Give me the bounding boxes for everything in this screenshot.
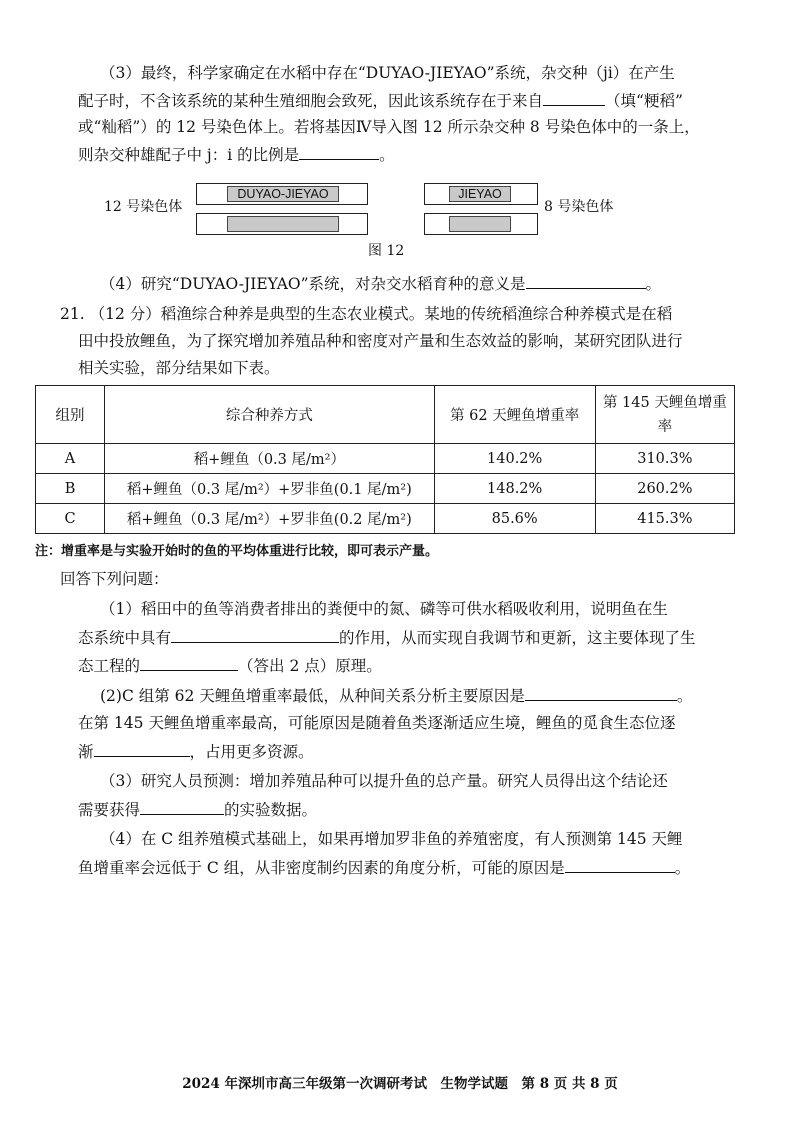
q21-s2-line2: 在第 145 天鲤鱼增重率最高，可能原因是随着鱼类逐渐适应生境，鲤鱼的觅食生态位逐 bbox=[78, 714, 676, 732]
cell-day145: 260.2% bbox=[595, 474, 734, 504]
q20-p3-line2 bbox=[78, 89, 683, 112]
chromosome-8-label: 8 号染色体 bbox=[544, 199, 614, 215]
table-row bbox=[36, 474, 735, 504]
q20-p4 bbox=[100, 272, 661, 295]
chromosome-12-upper bbox=[196, 183, 368, 205]
q21-s3-line2 bbox=[78, 798, 317, 821]
chromosome-12-lower-segment bbox=[227, 216, 339, 232]
answer-blank bbox=[525, 684, 677, 701]
q20-p3-line2-tail: （填“粳稻” bbox=[605, 92, 683, 110]
answer-blank bbox=[299, 143, 379, 160]
period: 。 bbox=[379, 146, 395, 164]
q21-s2-line1-text: (2)C 组第 62 天鲤鱼增重率最低，从种间关系分析主要原因是 bbox=[100, 687, 525, 705]
q21-s4-line2 bbox=[78, 856, 690, 879]
cell-day145: 415.3% bbox=[595, 504, 734, 534]
cell-group: A bbox=[36, 444, 105, 474]
page-footer: 2024 年深圳市高三年级第一次调研考试 生物学试题 第 8 页 共 8 页 bbox=[182, 1076, 618, 1092]
q21-s3-line1: （3）研究人员预测：增加养殖品种可以提升鱼的总产量。研究人员得出这个结论还 bbox=[100, 772, 668, 790]
header-day145: 第 145 天鲤鱼增重率 bbox=[595, 386, 734, 444]
q21-s2-line3-text: 渐 bbox=[78, 743, 94, 761]
answer-blank bbox=[543, 89, 605, 106]
q21-s4-line1: （4）在 C 组养殖模式基础上，如果再增加罗非鱼的养殖密度，有人预测第 145 天鲤 bbox=[100, 830, 683, 848]
answer-blank bbox=[94, 740, 190, 757]
answer-heading: 回答下列问题： bbox=[60, 570, 169, 588]
answer-blank bbox=[140, 798, 224, 815]
q21-s3-line2-text: 需要获得 bbox=[78, 801, 141, 819]
q21-s1-line2-text: 态系统中具有 bbox=[78, 629, 172, 647]
header-day62: 第 62 天鲤鱼增重率 bbox=[434, 386, 595, 444]
cell-day62: 140.2% bbox=[434, 444, 595, 474]
q21-s1-line1: （1）稻田中的鱼等消费者排出的粪便中的氮、磷等可供水稻吸收利用，说明鱼在生 bbox=[100, 600, 668, 618]
header-method: 综合种养方式 bbox=[105, 386, 434, 444]
q21-s1-line3 bbox=[78, 654, 382, 677]
q21-s1-line2 bbox=[78, 626, 696, 649]
answer-blank bbox=[526, 272, 646, 289]
answer-blank bbox=[171, 626, 339, 643]
table-row bbox=[36, 444, 735, 474]
period: 。 bbox=[674, 859, 691, 877]
table-row bbox=[36, 504, 735, 534]
chromosome-12-label: 12 号染色体 bbox=[104, 199, 183, 215]
q21-s4-line2-text: 鱼增重率会远低于 C 组，从非密度制约因素的角度分析，可能的原因是 bbox=[78, 859, 565, 877]
q21-s2-line1 bbox=[100, 684, 692, 707]
table-header-row bbox=[36, 386, 735, 444]
q20-p3-line2-text: 配子时，不含该系统的某种生殖细胞会致死，因此该系统存在于来自 bbox=[78, 92, 544, 110]
period: 。 bbox=[676, 687, 693, 705]
results-table bbox=[35, 385, 735, 534]
q21-s2-line3 bbox=[78, 740, 314, 763]
q21-s3-line2-tail: 的实验数据。 bbox=[224, 801, 318, 819]
chromosome-8-lower-segment bbox=[449, 216, 511, 232]
q20-p3-line1: （3）最终，科学家确定在水稻中存在“DUYAO-JIEYAO”系统，杂交种（ji）在产生 bbox=[100, 64, 675, 82]
q21-s2-line3-tail: ，占用更多资源。 bbox=[189, 743, 314, 761]
cell-day62: 148.2% bbox=[434, 474, 595, 504]
cell-group: B bbox=[36, 474, 105, 504]
cell-group: C bbox=[36, 504, 105, 534]
q20-p4-text: （4）研究“DUYAO-JIEYAO”系统，对杂交水稻育种的意义是 bbox=[100, 275, 526, 293]
figure-caption: 图 12 bbox=[368, 243, 405, 259]
q21-intro-line2: 田中投放鲤鱼，为了探究增加养殖品种和密度对产量和生态效益的影响，某研究团队进行 bbox=[78, 332, 683, 350]
answer-blank bbox=[140, 654, 238, 671]
cell-method: 稻+鲤鱼（0.3 尾/m²）+罗非鱼(0.2 尾/m²) bbox=[105, 504, 434, 534]
jieyao-segment: JIEYAO bbox=[449, 186, 511, 202]
period: 。 bbox=[645, 275, 662, 293]
q21-intro-line1: 21. （12 分）稻渔综合种养是典型的生态农业模式。某地的传统稻渔综合种养模式是在稻 bbox=[60, 305, 673, 323]
q20-p3-line4-text: 则杂交种雄配子中 j：i 的比例是 bbox=[78, 146, 300, 164]
header-group: 组别 bbox=[36, 386, 105, 444]
chromosome-12-lower bbox=[196, 213, 368, 235]
q21-s1-line2-tail: 的作用，从而实现自我调节和更新，这主要体现了生 bbox=[339, 629, 696, 647]
cell-method: 稻+鲤鱼（0.3 尾/m²）+罗非鱼(0.1 尾/m²) bbox=[105, 474, 434, 504]
chromosome-8-upper bbox=[424, 183, 538, 205]
answer-blank bbox=[565, 856, 675, 873]
cell-method: 稻+鲤鱼（0.3 尾/m²） bbox=[105, 444, 434, 474]
table-note: 注：增重率是与实验开始时的鱼的平均体重进行比较，即可表示产量。 bbox=[35, 544, 439, 559]
q21-intro-line3: 相关实验，部分结果如下表。 bbox=[78, 359, 280, 377]
chromosome-8-lower bbox=[424, 213, 538, 235]
q21-s1-line3-text: 态工程的 bbox=[78, 657, 141, 675]
cell-day145: 310.3% bbox=[595, 444, 734, 474]
q20-p3-line3: 或“籼稻”）的 12 号染色体上。若将基因Ⅳ导入图 12 所示杂交种 8 号染色体中的一条上， bbox=[78, 118, 700, 136]
duyao-jieyao-segment: DUYAO-JIEYAO bbox=[227, 186, 339, 202]
q20-p3-line4 bbox=[78, 143, 395, 166]
cell-day62: 85.6% bbox=[434, 504, 595, 534]
q21-s1-line3-tail: （答出 2 点）原理。 bbox=[238, 657, 382, 675]
